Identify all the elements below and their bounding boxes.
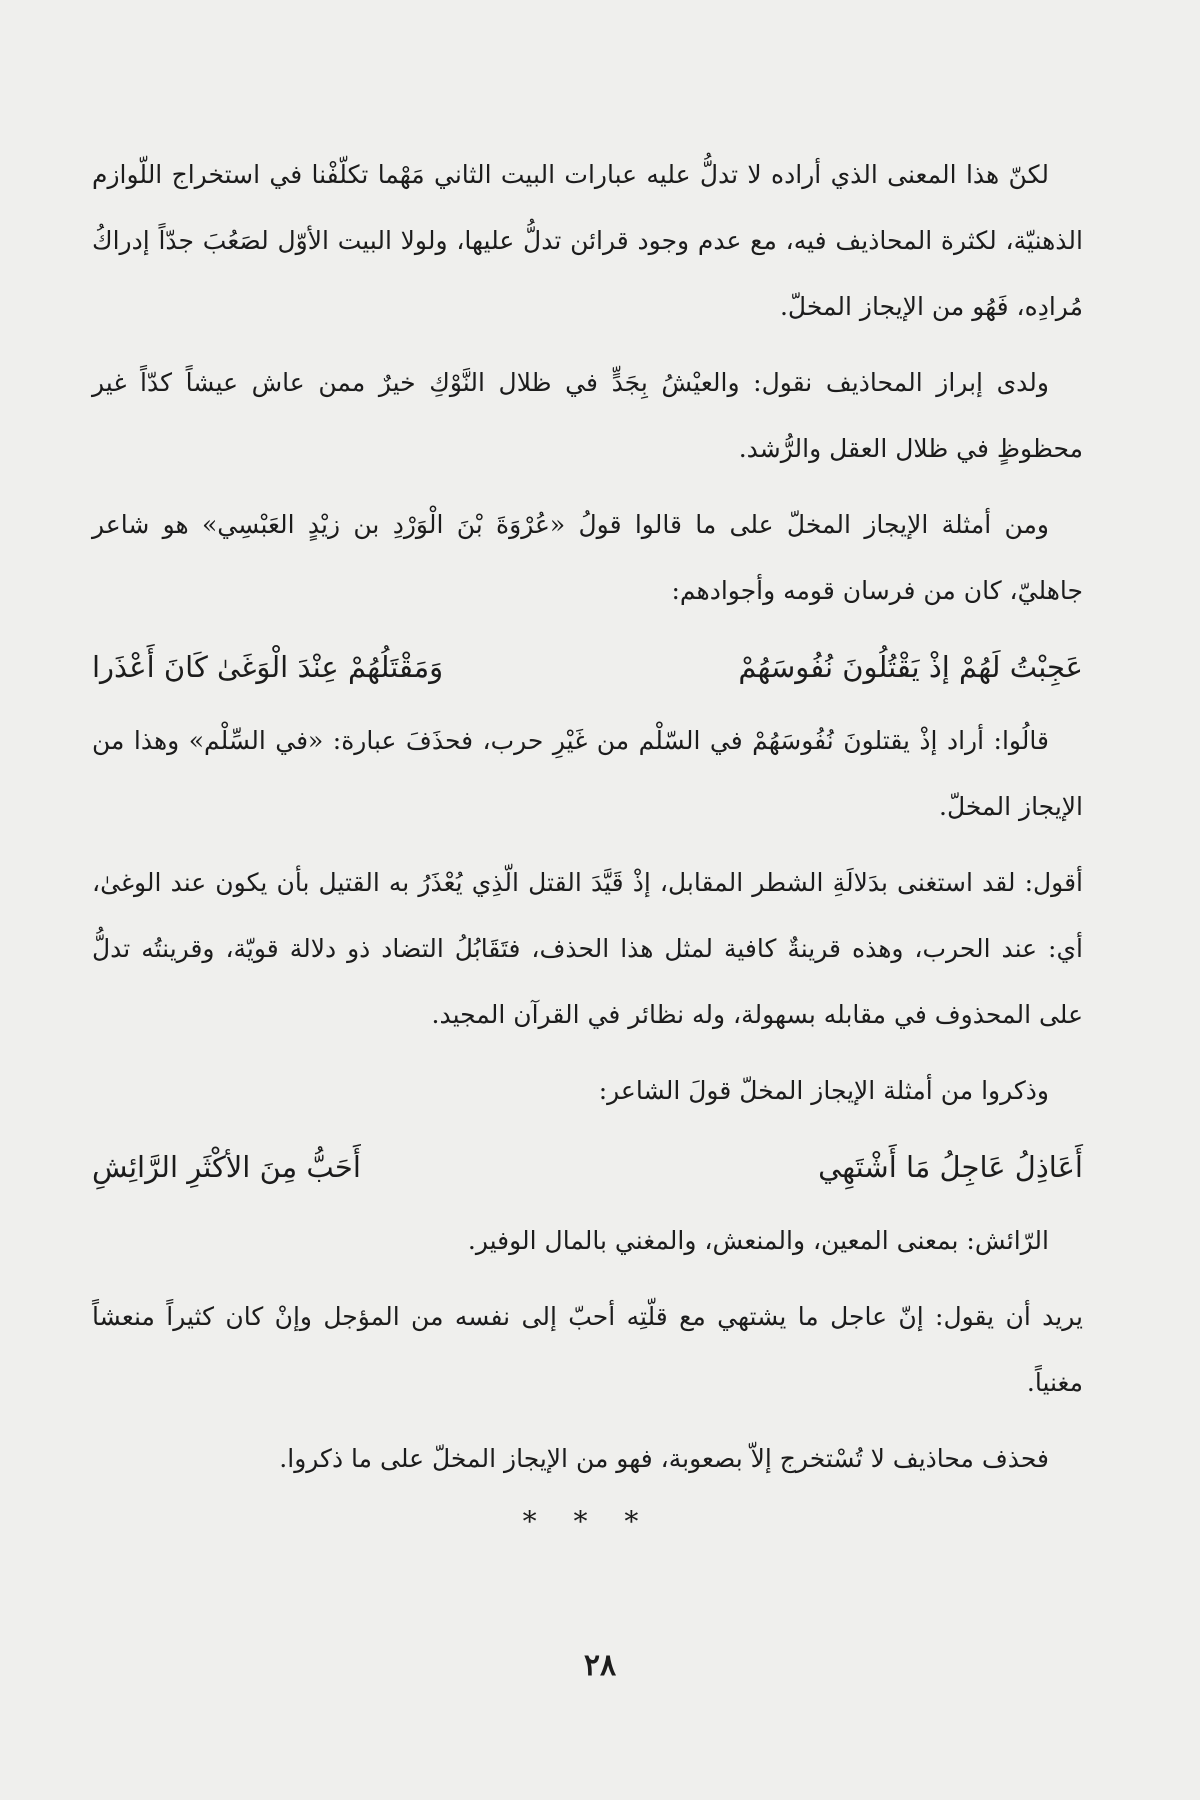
verse-2-first-hemistich: أَعَاذِلُ عَاجِلُ مَا أَشْتَهِي (818, 1150, 1083, 1184)
paragraph-5: أقول: لقد استغنى بدَلالَةِ الشطر المقابل، إذْ قَيَّدَ القتل الّذِي يُعْذَرُ به القتيل بأن يكون عند الوغىٰ، أي: عند الحرب، وهذه قرينةٌ كافية لمثل هذا الحذف، فتَقَابُلُ التضاد ذو دلالة قويّة، وقرينتُه تدلُّ على المحذوف في مقابله بسهولة، وله نظائر في القرآن المجيد. (92, 868, 1083, 1029)
paragraph-9: فحذف محاذيف لا تُسْتخرج إلاّ بصعوبة، فهو من الإيجاز المخلّ على ما ذكروا. (279, 1444, 1049, 1473)
paragraph-4: قالُوا: أراد إذْ يقتلونَ نُفُوسَهُمْ في السّلْم من غَيْرِ حرب، فحذَفَ عبارة: «في السِّلْم» وهذا من الإيجاز المخلّ. (92, 726, 1083, 821)
paragraph-1: لكنّ هذا المعنى الذي أراده لا تدلُّ عليه عبارات البيت الثاني مَهْما تكلّفْنا في استخراج اللّوازم الذهنيّة، لكثرة المحاذيف فيه، مع عدم وجود قرائن تدلُّ عليها، ولولا البيت الأوّل لصَعُبَ جدّاً إدراكُ مُرادِه، فَهُو من الإيجاز المخلّ. (92, 160, 1083, 321)
page-body (92, 142, 1083, 1542)
verse-2 (92, 1134, 1083, 1200)
paragraph-3: ومن أمثلة الإيجاز المخلّ على ما قالوا قولُ «عُرْوَةَ بْنَ الْوَرْدِ بن زيْدٍ العَبْسِي» هو شاعر جاهليّ، كان من فرسان قومه وأجوادهم: (92, 510, 1083, 605)
paragraph-7: الرّائش: بمعنى المعين، والمنعش، والمغني بالمال الوفير. (467, 1226, 1049, 1255)
verse-1-first-hemistich: عَجِبْتُ لَهُمْ إذْ يَقْتُلُونَ نُفُوسَهُمْ (738, 650, 1083, 684)
paragraph-6: وذكروا من أمثلة الإيجاز المخلّ قولَ الشاعر: (598, 1076, 1049, 1105)
verse-2-second-hemistich: أَحَبُّ مِنَ الأكْثَرِ الرَّائِشِ (92, 1150, 361, 1184)
verse-1 (92, 634, 1083, 700)
section-separator: * * * (522, 1505, 653, 1538)
paragraph-8: يريد أن يقول: إنّ عاجل ما يشتهي مع قلّتِه أحبّ إلى نفسه من المؤجل وإنْ كان كثيراً منعشاً مغنياً. (92, 1302, 1083, 1397)
verse-1-second-hemistich: وَمَقْتَلُهُمْ عِنْدَ الْوَغَىٰ كَانَ أَعْذَرا (92, 650, 444, 684)
paragraph-2: ولدى إبراز المحاذيف نقول: والعيْشُ بِجَدٍّ في ظلال النَّوْكِ خيرٌ ممن عاش عيشاً كدّاً غير محظوظٍ في ظلال العقل والرُّشد. (92, 368, 1083, 463)
page-number: ٢٨ (583, 1648, 617, 1683)
